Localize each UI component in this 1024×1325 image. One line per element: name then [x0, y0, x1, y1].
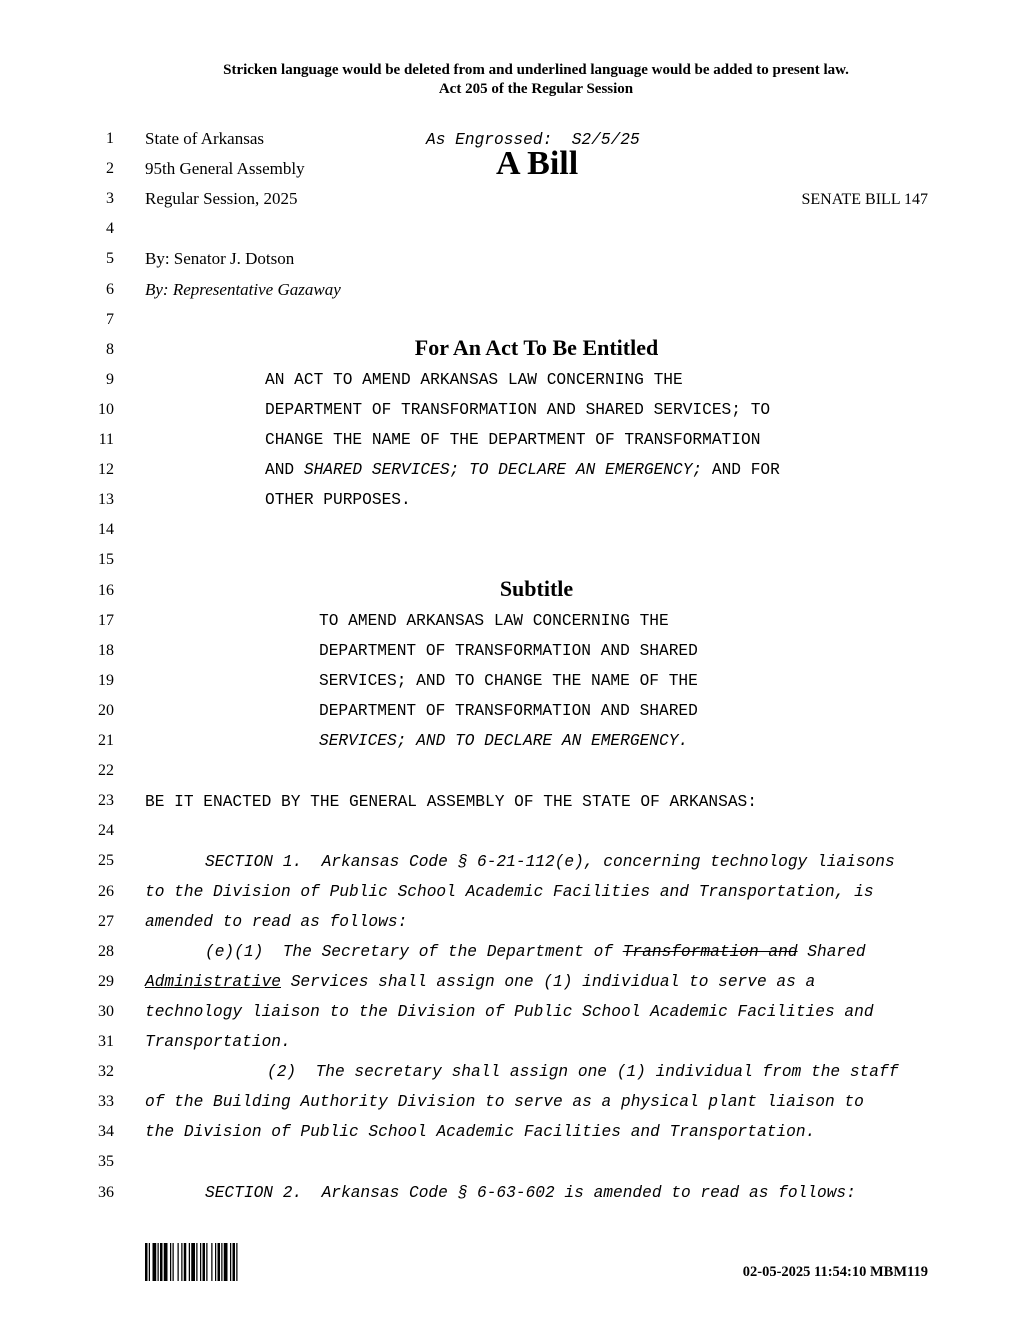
line-number: 3: [106, 190, 114, 207]
line-number: 33: [98, 1093, 114, 1110]
line-number: 32: [98, 1063, 114, 1080]
line-number: 15: [98, 551, 114, 568]
title-line-12: [265, 460, 780, 480]
barcode-image: [145, 1243, 273, 1281]
section1-line-29-end: Services shall assign one (1) individual to serve as a: [281, 973, 816, 991]
section1-line-28-end: Shared: [797, 943, 866, 961]
subtitle-line-18: DEPARTMENT OF TRANSFORMATION AND SHARED: [319, 642, 698, 660]
title-line-12-start: AND: [265, 461, 304, 479]
line-number: 5: [106, 250, 114, 267]
line-number: 23: [98, 792, 114, 809]
line-number: 21: [98, 732, 114, 749]
line-number: 2: [106, 160, 114, 177]
bill-title: A Bill: [496, 145, 579, 182]
line-number: 14: [98, 521, 114, 538]
entitled-heading: For An Act To Be Entitled: [414, 335, 659, 360]
line-number: 28: [98, 943, 114, 960]
section1-line-25: SECTION 1. Arkansas Code § 6-21-112(e), concerning technology liaisons: [205, 853, 895, 871]
title-line-11: CHANGE THE NAME OF THE DEPARTMENT OF TRANSFORMATION: [265, 431, 761, 449]
subtitle-heading: Subtitle: [499, 576, 574, 601]
title-line-10: DEPARTMENT OF TRANSFORMATION AND SHARED SERVICES; TO: [265, 401, 771, 419]
session-label: Regular Session, 2025: [145, 189, 298, 208]
line-number: 25: [98, 852, 114, 869]
line-number: 20: [98, 702, 114, 719]
section1-line-28: [205, 942, 866, 962]
enacting-clause: BE IT ENACTED BY THE GENERAL ASSEMBLY OF THE STATE OF ARKANSAS:: [145, 793, 757, 811]
line-number: 22: [98, 762, 114, 779]
state-label: State of Arkansas: [145, 129, 264, 148]
subtitle-line-19: SERVICES; AND TO CHANGE THE NAME OF THE: [319, 672, 698, 690]
title-line-12-end: AND FOR: [702, 461, 780, 479]
line-number: 13: [98, 491, 114, 508]
line-number: 4: [106, 220, 114, 237]
line-number: 29: [98, 973, 114, 990]
notice-line-2: Act 205 of the Regular Session: [438, 81, 634, 97]
line-number: 12: [98, 461, 114, 478]
line-number: 18: [98, 642, 114, 659]
line-number: 31: [98, 1033, 114, 1050]
line-number: 17: [98, 612, 114, 629]
line-number: 7: [106, 311, 114, 328]
subtitle-line-21: SERVICES; AND TO DECLARE AN EMERGENCY.: [319, 732, 689, 750]
title-line-12-amended: SHARED SERVICES; TO DECLARE AN EMERGENCY;: [303, 461, 703, 479]
subtitle-line-17: TO AMEND ARKANSAS LAW CONCERNING THE: [319, 612, 669, 630]
sponsor-senate: By: Senator J. Dotson: [145, 249, 295, 268]
line-number: 9: [106, 371, 114, 388]
section1-line-26: to the Division of Public School Academic Facilities and Transportation, is: [145, 883, 874, 901]
section1-line-28-start: (e)(1) The Secretary of the Department of: [205, 943, 623, 961]
line-number: 1: [106, 130, 114, 147]
line-number: 6: [106, 281, 114, 298]
line-number: 24: [98, 822, 114, 839]
section1-line-33: of the Building Authority Division to serve as a physical plant liaison to: [145, 1093, 864, 1111]
line-number: 26: [98, 883, 114, 900]
line-number: 36: [98, 1184, 114, 1201]
line-number: 11: [98, 431, 114, 448]
section1-line-32: (2) The secretary shall assign one (1) individual from the staff: [267, 1063, 899, 1081]
underlined-text: Administrative: [145, 973, 281, 991]
sponsor-house: By: Representative Gazaway: [145, 280, 341, 299]
line-number: 8: [106, 341, 114, 358]
engrossed-stamp: As Engrossed: S2/5/25: [426, 131, 640, 149]
footer-document-code: 02-05-2025 11:54:10 MBM119: [742, 1264, 928, 1280]
subtitle-line-20: DEPARTMENT OF TRANSFORMATION AND SHARED: [319, 702, 698, 720]
line-number: 34: [98, 1123, 114, 1140]
line-number: 19: [98, 672, 114, 689]
section1-line-30: technology liaison to the Division of Public School Academic Facilities and: [145, 1003, 874, 1021]
line-number: 16: [98, 582, 114, 599]
section2-line-36: SECTION 2. Arkansas Code § 6-63-602 is amended to read as follows:: [205, 1184, 856, 1202]
stricken-text: Transformation and: [622, 943, 798, 961]
section1-line-29: [145, 972, 815, 992]
title-line-9: AN ACT TO AMEND ARKANSAS LAW CONCERNING THE: [265, 371, 683, 389]
line-number: 10: [98, 401, 114, 418]
bill-number: SENATE BILL 147: [801, 191, 928, 208]
notice-line-1: Stricken language would be deleted from and underlined language would be added to present law.: [223, 62, 849, 78]
title-line-13: OTHER PURPOSES.: [265, 491, 411, 509]
section1-line-34: the Division of Public School Academic Facilities and Transportation.: [145, 1123, 816, 1141]
section1-line-31: Transportation.: [145, 1033, 291, 1051]
line-number: 27: [98, 913, 114, 930]
assembly-label: 95th General Assembly: [145, 159, 305, 178]
line-number: 30: [98, 1003, 114, 1020]
section1-line-27: amended to read as follows:: [145, 913, 408, 931]
line-number: 35: [98, 1153, 114, 1170]
